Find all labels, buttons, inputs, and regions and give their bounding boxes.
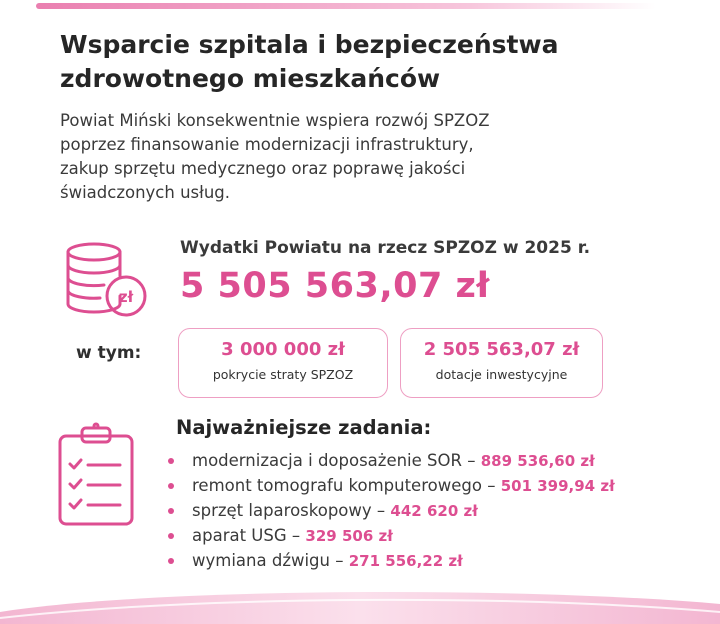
bullet-icon [168,508,174,514]
spending-label: Wydatki Powiatu na rzecz SPZOZ w 2025 r. [180,238,591,258]
task-amount: 271 556,22 zł [348,552,463,570]
intro-line: świadczonych usług. [60,183,231,202]
intro-line: poprzez finansowanie modernizacji infrastruktury, [60,135,474,154]
bullet-icon [168,458,174,464]
breakdown-amount: 3 000 000 zł [221,339,345,360]
breakdown-amount: 2 505 563,07 zł [423,339,580,360]
task-name: remont tomografu komputerowego [192,476,482,495]
coin-stack-icon [60,240,152,322]
spending-total-amount: 5 505 563,07 zł [180,266,490,306]
breakdown-caption: dotacje inwestycyjne [435,367,568,382]
list-item [168,523,615,548]
breakdown-card-investment-grants [400,328,603,398]
task-separator: – [286,526,306,545]
task-amount: 501 399,94 zł [500,477,615,495]
list-item [168,448,615,473]
task-name: modernizacja i doposażenie SOR [192,451,462,470]
breakdown-caption: pokrycie straty SPZOZ [212,367,354,382]
breakdown-label: w tym: [76,343,142,363]
list-item [168,548,615,573]
coin-currency-label: zł [118,288,134,306]
top-decorative-stripe [0,0,720,14]
tasks-heading: Najważniejsze zadania: [176,416,432,439]
clipboard-checklist-icon [56,422,136,528]
task-amount: 329 506 zł [305,527,393,545]
task-amount: 442 620 zł [390,502,478,520]
intro-paragraph [60,109,680,205]
task-separator: – [481,476,501,495]
breakdown-card-loss-coverage [178,328,388,398]
task-amount: 889 536,60 zł [480,452,595,470]
task-separator: – [461,451,481,470]
bullet-icon [168,483,174,489]
task-separator: – [371,501,391,520]
section-title: Wsparcie szpitala i bezpieczeństwa zdrowotnego mieszkańców [60,30,559,93]
intro-line: Powiat Miński konsekwentnie wspiera rozwój SPZOZ [60,111,490,130]
task-name: wymiana dźwigu [192,551,330,570]
bottom-decorative-wave [0,582,720,624]
bullet-icon [168,558,174,564]
intro-line: zakup sprzętu medycznego oraz poprawę jakości [60,159,466,178]
task-separator: – [330,551,349,570]
task-name: sprzęt laparoskopowy [192,501,372,520]
list-item [168,498,615,523]
bullet-icon [168,533,174,539]
list-item [168,473,615,498]
task-name: aparat USG [192,526,287,545]
tasks-list [168,448,615,573]
